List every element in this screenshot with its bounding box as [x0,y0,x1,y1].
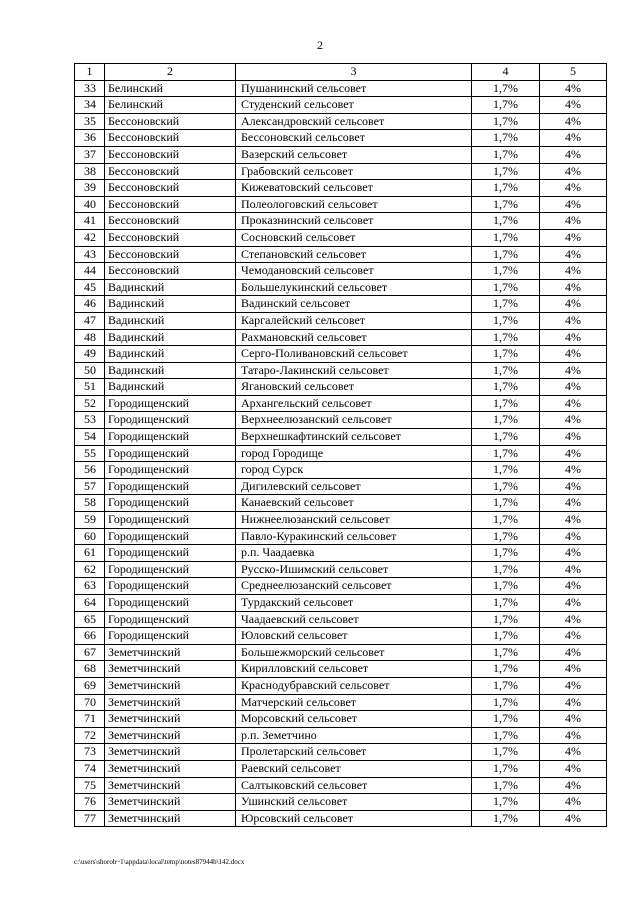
cell-value-2: 4% [540,130,607,147]
cell-value-2: 4% [540,346,607,363]
cell-number: 66 [75,628,105,645]
table-row [75,246,607,263]
cell-district: Бессоновский [105,146,236,163]
cell-settlement: Ягановский сельсовет [236,379,472,396]
cell-value-2: 4% [540,727,607,744]
table-row [75,528,607,545]
cell-settlement: Полеологовский сельсовет [236,196,472,213]
cell-number: 69 [75,677,105,694]
cell-district: Городищенский [105,561,236,578]
cell-value-2: 4% [540,711,607,728]
table-row [75,196,607,213]
cell-district: Вадинский [105,346,236,363]
cell-settlement: Верхнеелюзанский сельсовет [236,412,472,429]
cell-settlement: Ушинский сельсовет [236,794,472,811]
cell-district: Вадинский [105,296,236,313]
cell-settlement: Сосновский сельсовет [236,229,472,246]
column-header-district: 2 [105,64,236,81]
cell-value-1: 1,7% [472,711,540,728]
table-row [75,379,607,396]
cell-value-1: 1,7% [472,611,540,628]
cell-settlement: Вадинский сельсовет [236,296,472,313]
cell-district: Бессоновский [105,263,236,280]
cell-district: Городищенский [105,628,236,645]
table-row [75,130,607,147]
cell-value-1: 1,7% [472,727,540,744]
cell-number: 44 [75,263,105,280]
table-row [75,578,607,595]
table-row [75,279,607,296]
column-header-number: 1 [75,64,105,81]
cell-settlement: Чемодановский сельсовет [236,263,472,280]
table-row [75,213,607,230]
column-header-value-2: 5 [540,64,607,81]
cell-settlement: Вазерский сельсовет [236,146,472,163]
cell-number: 38 [75,163,105,180]
cell-settlement: Пушанинский сельсовет [236,80,472,97]
cell-settlement: Проказнинский сельсовет [236,213,472,230]
cell-settlement: Грабовский сельсовет [236,163,472,180]
page-number: 2 [317,38,323,52]
cell-number: 75 [75,777,105,794]
cell-number: 46 [75,296,105,313]
cell-district: Вадинский [105,279,236,296]
column-header-settlement: 3 [236,64,472,81]
cell-district: Бессоновский [105,229,236,246]
cell-settlement: Пролетарский сельсовет [236,744,472,761]
cell-value-2: 4% [540,445,607,462]
cell-number: 55 [75,445,105,462]
table-row [75,80,607,97]
cell-value-2: 4% [540,113,607,130]
cell-settlement: Павло-Куракинский сельсовет [236,528,472,545]
cell-value-1: 1,7% [472,478,540,495]
cell-value-2: 4% [540,146,607,163]
cell-district: Земетчинский [105,794,236,811]
cell-value-1: 1,7% [472,113,540,130]
cell-value-1: 1,7% [472,213,540,230]
cell-value-1: 1,7% [472,429,540,446]
cell-number: 59 [75,512,105,529]
table-row [75,113,607,130]
column-header-value-1: 4 [472,64,540,81]
table-row [75,611,607,628]
cell-value-2: 4% [540,694,607,711]
cell-district: Городищенский [105,545,236,562]
cell-settlement: город Городище [236,445,472,462]
cell-value-1: 1,7% [472,312,540,329]
cell-district: Бессоновский [105,213,236,230]
cell-settlement: Среднеелюзанский сельсовет [236,578,472,595]
cell-number: 77 [75,810,105,827]
cell-number: 71 [75,711,105,728]
cell-district: Городищенский [105,462,236,479]
cell-value-1: 1,7% [472,578,540,595]
cell-value-1: 1,7% [472,196,540,213]
cell-value-1: 1,7% [472,694,540,711]
cell-number: 64 [75,595,105,612]
cell-value-2: 4% [540,760,607,777]
cell-value-2: 4% [540,429,607,446]
cell-district: Белинский [105,97,236,114]
cell-district: Земетчинский [105,760,236,777]
cell-value-1: 1,7% [472,495,540,512]
cell-settlement: Верхнешкафтинский сельсовет [236,429,472,446]
cell-value-1: 1,7% [472,263,540,280]
cell-value-2: 4% [540,196,607,213]
cell-number: 65 [75,611,105,628]
cell-settlement: Серго-Поливановский сельсовет [236,346,472,363]
cell-value-1: 1,7% [472,561,540,578]
table-row [75,744,607,761]
cell-value-2: 4% [540,595,607,612]
cell-settlement: Матчерский сельсовет [236,694,472,711]
cell-number: 42 [75,229,105,246]
cell-number: 61 [75,545,105,562]
cell-value-1: 1,7% [472,130,540,147]
cell-settlement: Юрсовский сельсовет [236,810,472,827]
data-table [74,63,607,827]
cell-number: 45 [75,279,105,296]
cell-settlement: Архангельский сельсовет [236,395,472,412]
cell-value-2: 4% [540,528,607,545]
cell-value-2: 4% [540,611,607,628]
cell-value-1: 1,7% [472,180,540,197]
table-row [75,727,607,744]
cell-value-1: 1,7% [472,412,540,429]
cell-number: 76 [75,794,105,811]
cell-value-1: 1,7% [472,661,540,678]
cell-settlement: Турдакский сельсовет [236,595,472,612]
table-row [75,644,607,661]
cell-district: Бессоновский [105,196,236,213]
cell-district: Городищенский [105,429,236,446]
cell-district: Городищенский [105,395,236,412]
file-path: c:\users\shorob~1\appdata\local\temp\notes87944b\142.docx [74,858,245,866]
table-row [75,329,607,346]
cell-value-1: 1,7% [472,329,540,346]
cell-value-2: 4% [540,794,607,811]
cell-number: 56 [75,462,105,479]
cell-district: Земетчинский [105,777,236,794]
cell-value-2: 4% [540,246,607,263]
table-row [75,362,607,379]
cell-settlement: Кирилловский сельсовет [236,661,472,678]
cell-number: 35 [75,113,105,130]
cell-value-1: 1,7% [472,163,540,180]
cell-number: 53 [75,412,105,429]
cell-number: 68 [75,661,105,678]
cell-district: Земетчинский [105,661,236,678]
cell-settlement: Рахмановский сельсовет [236,329,472,346]
table-row [75,229,607,246]
cell-settlement: Кижеватовский сельсовет [236,180,472,197]
cell-value-2: 4% [540,495,607,512]
cell-number: 34 [75,97,105,114]
cell-value-1: 1,7% [472,80,540,97]
cell-number: 54 [75,429,105,446]
table-row [75,163,607,180]
cell-number: 51 [75,379,105,396]
table-body [75,80,607,827]
table-row [75,296,607,313]
table-row [75,495,607,512]
cell-value-1: 1,7% [472,97,540,114]
cell-value-2: 4% [540,478,607,495]
cell-value-2: 4% [540,777,607,794]
cell-value-1: 1,7% [472,379,540,396]
cell-value-1: 1,7% [472,644,540,661]
cell-value-2: 4% [540,395,607,412]
cell-settlement: р.п. Земетчино [236,727,472,744]
cell-value-2: 4% [540,412,607,429]
cell-value-1: 1,7% [472,395,540,412]
table-row [75,478,607,495]
cell-settlement: Салтыковский сельсовет [236,777,472,794]
cell-value-2: 4% [540,180,607,197]
cell-district: Бессоновский [105,163,236,180]
cell-value-2: 4% [540,229,607,246]
cell-district: Земетчинский [105,677,236,694]
cell-settlement: Русско-Ишимский сельсовет [236,561,472,578]
cell-district: Земетчинский [105,810,236,827]
table-row [75,760,607,777]
cell-number: 58 [75,495,105,512]
cell-number: 62 [75,561,105,578]
cell-value-1: 1,7% [472,229,540,246]
cell-value-2: 4% [540,661,607,678]
table-row [75,429,607,446]
cell-settlement: Степановский сельсовет [236,246,472,263]
table-row [75,346,607,363]
cell-value-1: 1,7% [472,677,540,694]
table-row [75,694,607,711]
cell-value-2: 4% [540,744,607,761]
table-row [75,180,607,197]
cell-district: Земетчинский [105,711,236,728]
cell-value-2: 4% [540,628,607,645]
cell-number: 39 [75,180,105,197]
table-header-row [75,64,607,81]
cell-value-1: 1,7% [472,362,540,379]
cell-number: 57 [75,478,105,495]
cell-district: Земетчинский [105,744,236,761]
cell-district: Городищенский [105,528,236,545]
cell-number: 43 [75,246,105,263]
table-row [75,561,607,578]
cell-value-1: 1,7% [472,146,540,163]
cell-settlement: р.п. Чаадаевка [236,545,472,562]
cell-value-2: 4% [540,263,607,280]
cell-number: 73 [75,744,105,761]
cell-number: 50 [75,362,105,379]
cell-district: Городищенский [105,495,236,512]
table-row [75,263,607,280]
cell-value-1: 1,7% [472,628,540,645]
table-row [75,512,607,529]
cell-value-1: 1,7% [472,296,540,313]
cell-district: Городищенский [105,478,236,495]
cell-settlement: Татаро-Лакинский сельсовет [236,362,472,379]
cell-settlement: Студенский сельсовет [236,97,472,114]
cell-value-2: 4% [540,312,607,329]
cell-district: Белинский [105,80,236,97]
cell-value-2: 4% [540,329,607,346]
table-row [75,445,607,462]
cell-number: 41 [75,213,105,230]
cell-settlement: Большежморский сельсовет [236,644,472,661]
cell-value-1: 1,7% [472,445,540,462]
cell-value-2: 4% [540,80,607,97]
table-row [75,545,607,562]
cell-district: Городищенский [105,512,236,529]
table-row [75,777,607,794]
cell-value-2: 4% [540,97,607,114]
table-row [75,146,607,163]
cell-settlement: Бессоновский сельсовет [236,130,472,147]
cell-district: Бессоновский [105,180,236,197]
cell-value-2: 4% [540,810,607,827]
cell-settlement: Краснодубравский сельсовет [236,677,472,694]
cell-number: 47 [75,312,105,329]
cell-value-2: 4% [540,362,607,379]
cell-number: 52 [75,395,105,412]
table-row [75,462,607,479]
cell-number: 33 [75,80,105,97]
cell-value-1: 1,7% [472,777,540,794]
cell-number: 74 [75,760,105,777]
cell-district: Бессоновский [105,246,236,263]
cell-district: Земетчинский [105,644,236,661]
cell-settlement: Канаевский сельсовет [236,495,472,512]
cell-settlement: Нижнеелюзанский сельсовет [236,512,472,529]
table-row [75,412,607,429]
cell-number: 67 [75,644,105,661]
cell-value-2: 4% [540,512,607,529]
table-row [75,595,607,612]
cell-district: Земетчинский [105,727,236,744]
table-row [75,677,607,694]
cell-value-1: 1,7% [472,528,540,545]
table-row [75,810,607,827]
cell-district: Городищенский [105,445,236,462]
cell-value-2: 4% [540,213,607,230]
cell-value-1: 1,7% [472,346,540,363]
cell-district: Вадинский [105,329,236,346]
cell-number: 48 [75,329,105,346]
cell-district: Земетчинский [105,694,236,711]
cell-number: 63 [75,578,105,595]
cell-district: Бессоновский [105,130,236,147]
cell-value-1: 1,7% [472,246,540,263]
table-row [75,395,607,412]
cell-settlement: Раевский сельсовет [236,760,472,777]
cell-number: 70 [75,694,105,711]
cell-settlement: город Сурск [236,462,472,479]
cell-district: Городищенский [105,595,236,612]
cell-value-2: 4% [540,644,607,661]
cell-settlement: Каргалейский сельсовет [236,312,472,329]
cell-settlement: Александровский сельсовет [236,113,472,130]
cell-value-2: 4% [540,545,607,562]
cell-value-1: 1,7% [472,810,540,827]
cell-value-2: 4% [540,561,607,578]
cell-value-1: 1,7% [472,462,540,479]
cell-district: Городищенский [105,578,236,595]
table-row [75,661,607,678]
table-row [75,97,607,114]
cell-district: Городищенский [105,412,236,429]
table-row [75,312,607,329]
cell-number: 36 [75,130,105,147]
cell-value-2: 4% [540,163,607,180]
cell-settlement: Дигилевский сельсовет [236,478,472,495]
cell-number: 60 [75,528,105,545]
cell-value-1: 1,7% [472,279,540,296]
cell-number: 37 [75,146,105,163]
cell-value-1: 1,7% [472,512,540,529]
cell-value-2: 4% [540,677,607,694]
cell-value-2: 4% [540,296,607,313]
cell-value-1: 1,7% [472,760,540,777]
cell-district: Вадинский [105,379,236,396]
cell-settlement: Юловский сельсовет [236,628,472,645]
cell-settlement: Чаадаевский сельсовет [236,611,472,628]
cell-district: Городищенский [105,611,236,628]
cell-value-1: 1,7% [472,595,540,612]
cell-settlement: Морсовский сельсовет [236,711,472,728]
cell-district: Вадинский [105,362,236,379]
cell-value-2: 4% [540,578,607,595]
table-row [75,711,607,728]
cell-value-1: 1,7% [472,545,540,562]
cell-value-2: 4% [540,379,607,396]
cell-settlement: Большелукинский сельсовет [236,279,472,296]
cell-value-2: 4% [540,462,607,479]
cell-value-1: 1,7% [472,794,540,811]
cell-value-2: 4% [540,279,607,296]
table-row [75,628,607,645]
cell-number: 49 [75,346,105,363]
cell-number: 40 [75,196,105,213]
table-row [75,794,607,811]
cell-number: 72 [75,727,105,744]
cell-value-1: 1,7% [472,744,540,761]
cell-district: Вадинский [105,312,236,329]
cell-district: Бессоновский [105,113,236,130]
